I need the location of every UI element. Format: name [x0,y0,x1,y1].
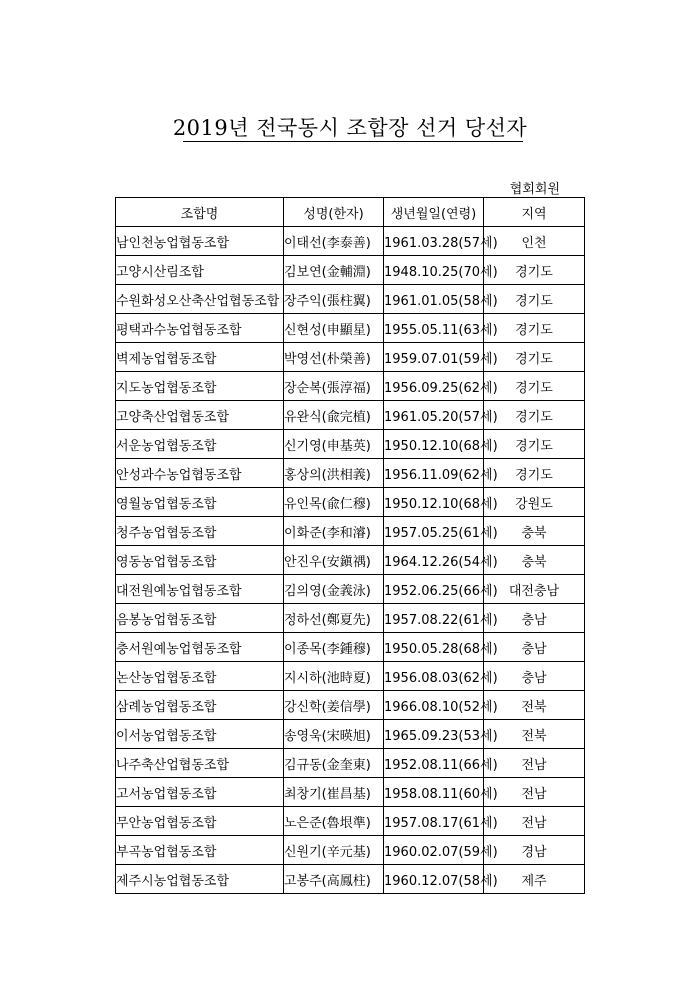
elected-heads-table [115,197,585,894]
cell-union: 대전원예농업협동조합 [116,575,284,604]
cell-name: 신현성(申顯星) [284,314,384,343]
cell-union: 지도농업협동조합 [116,372,284,401]
cell-dob: 1959.07.01(59세) [384,343,484,372]
header-region: 지역 [484,198,585,227]
cell-union: 나주축산업협동조합 [116,749,284,778]
cell-region: 충남 [484,604,585,633]
cell-name: 정하선(鄭夏先) [284,604,384,633]
cell-region: 전남 [484,778,585,807]
cell-union: 영월농업협동조합 [116,488,284,517]
table-row [116,256,585,285]
cell-region: 전남 [484,807,585,836]
cell-region: 경기도 [484,343,585,372]
cell-dob: 1966.08.10(52세) [384,691,484,720]
table-row [116,430,585,459]
cell-name: 이태선(李泰善) [284,227,384,256]
cell-dob: 1961.03.28(57세) [384,227,484,256]
cell-dob: 1961.05.20(57세) [384,401,484,430]
cell-name: 고봉주(高鳳柱) [284,865,384,894]
cell-union: 고양축산업협동조합 [116,401,284,430]
cell-region: 경기도 [484,459,585,488]
cell-dob: 1960.02.07(59세) [384,836,484,865]
table-row [116,314,585,343]
cell-union: 남인천농업협동조합 [116,227,284,256]
cell-dob: 1960.12.07(58세) [384,865,484,894]
cell-name: 신원기(辛元基) [284,836,384,865]
cell-dob: 1958.08.11(60세) [384,778,484,807]
cell-region: 경남 [484,836,585,865]
cell-name: 노은준(魯垠準) [284,807,384,836]
cell-region: 충남 [484,662,585,691]
table-row [116,778,585,807]
table-row [116,517,585,546]
table-row [116,285,585,314]
cell-dob: 1956.08.03(62세) [384,662,484,691]
table-header-row [116,198,585,227]
cell-union: 고양시산림조합 [116,256,284,285]
table-row [116,343,585,372]
cell-region: 제주 [484,865,585,894]
cell-dob: 1950.12.10(68세) [384,430,484,459]
cell-union: 이서농업협동조합 [116,720,284,749]
cell-name: 신기영(申基英) [284,430,384,459]
cell-region: 충북 [484,517,585,546]
cell-dob: 1957.08.22(61세) [384,604,484,633]
cell-name: 장주익(張柱翼) [284,285,384,314]
cell-union: 논산농업협동조합 [116,662,284,691]
cell-region: 경기도 [484,430,585,459]
cell-dob: 1950.05.28(68세) [384,633,484,662]
cell-union: 평택과수농업협동조합 [116,314,284,343]
cell-region: 경기도 [484,256,585,285]
header-dob: 생년월일(연령) [384,198,484,227]
document-title: 2019년 전국동시 조합장 선거 당선자 [172,116,528,140]
cell-name: 강신학(姜信學) [284,691,384,720]
cell-union: 부곡농업협동조합 [116,836,284,865]
table-row [116,720,585,749]
cell-union: 고서농업협동조합 [116,778,284,807]
table-row [116,807,585,836]
cell-dob: 1965.09.23(53세) [384,720,484,749]
cell-union: 삼례농업협동조합 [116,691,284,720]
table-row [116,372,585,401]
table-row [116,227,585,256]
table-row [116,633,585,662]
cell-union: 음봉농업협동조합 [116,604,284,633]
table-row [116,604,585,633]
header-name: 성명(한자) [284,198,384,227]
cell-region: 충북 [484,546,585,575]
cell-union: 서운농업협동조합 [116,430,284,459]
cell-name: 송영욱(宋暎旭) [284,720,384,749]
table-row [116,488,585,517]
table-row [116,691,585,720]
cell-name: 유완식(兪完植) [284,401,384,430]
cell-dob: 1952.08.11(66세) [384,749,484,778]
cell-name: 박영선(朴榮善) [284,343,384,372]
cell-dob: 1956.11.09(62세) [384,459,484,488]
cell-name: 홍상의(洪相義) [284,459,384,488]
cell-region: 전북 [484,691,585,720]
cell-union: 무안농업협동조합 [116,807,284,836]
table-row [116,401,585,430]
cell-name: 안진우(安鎭禑) [284,546,384,575]
table-row [116,836,585,865]
table-row [116,459,585,488]
cell-name: 김의영(金義泳) [284,575,384,604]
cell-region: 강원도 [484,488,585,517]
cell-name: 이화준(李和濬) [284,517,384,546]
table-row [116,662,585,691]
cell-union: 청주농업협동조합 [116,517,284,546]
cell-dob: 1961.01.05(58세) [384,285,484,314]
cell-dob: 1952.06.25(66세) [384,575,484,604]
membership-note: 협회회원 [509,182,560,197]
cell-dob: 1955.05.11(63세) [384,314,484,343]
cell-union: 벽제농업협동조합 [116,343,284,372]
cell-union: 수원화성오산축산업협동조합 [116,285,284,314]
cell-region: 충남 [484,633,585,662]
cell-dob: 1957.08.17(61세) [384,807,484,836]
cell-name: 김규동(金奎東) [284,749,384,778]
cell-dob: 1957.05.25(61세) [384,517,484,546]
header-union: 조합명 [116,198,284,227]
table-row [116,575,585,604]
cell-region: 대전충남 [484,575,585,604]
cell-name: 이종목(李鍾穆) [284,633,384,662]
cell-region: 경기도 [484,285,585,314]
cell-name: 김보연(金輔淵) [284,256,384,285]
table-row [116,865,585,894]
cell-dob: 1948.10.25(70세) [384,256,484,285]
cell-dob: 1956.09.25(62세) [384,372,484,401]
cell-region: 전남 [484,749,585,778]
cell-region: 인천 [484,227,585,256]
cell-name: 최창기(崔昌基) [284,778,384,807]
table-row [116,749,585,778]
cell-dob: 1950.12.10(68세) [384,488,484,517]
cell-region: 전북 [484,720,585,749]
cell-region: 경기도 [484,372,585,401]
cell-union: 충서원예농업협동조합 [116,633,284,662]
cell-union: 안성과수농업협동조합 [116,459,284,488]
table-row [116,546,585,575]
cell-name: 장순복(張淳福) [284,372,384,401]
cell-region: 경기도 [484,314,585,343]
cell-region: 경기도 [484,401,585,430]
cell-name: 지시하(池時夏) [284,662,384,691]
cell-union: 영동농업협동조합 [116,546,284,575]
title-underline [183,141,523,142]
cell-union: 제주시농업협동조합 [116,865,284,894]
cell-dob: 1964.12.26(54세) [384,546,484,575]
cell-name: 유인목(兪仁穆) [284,488,384,517]
